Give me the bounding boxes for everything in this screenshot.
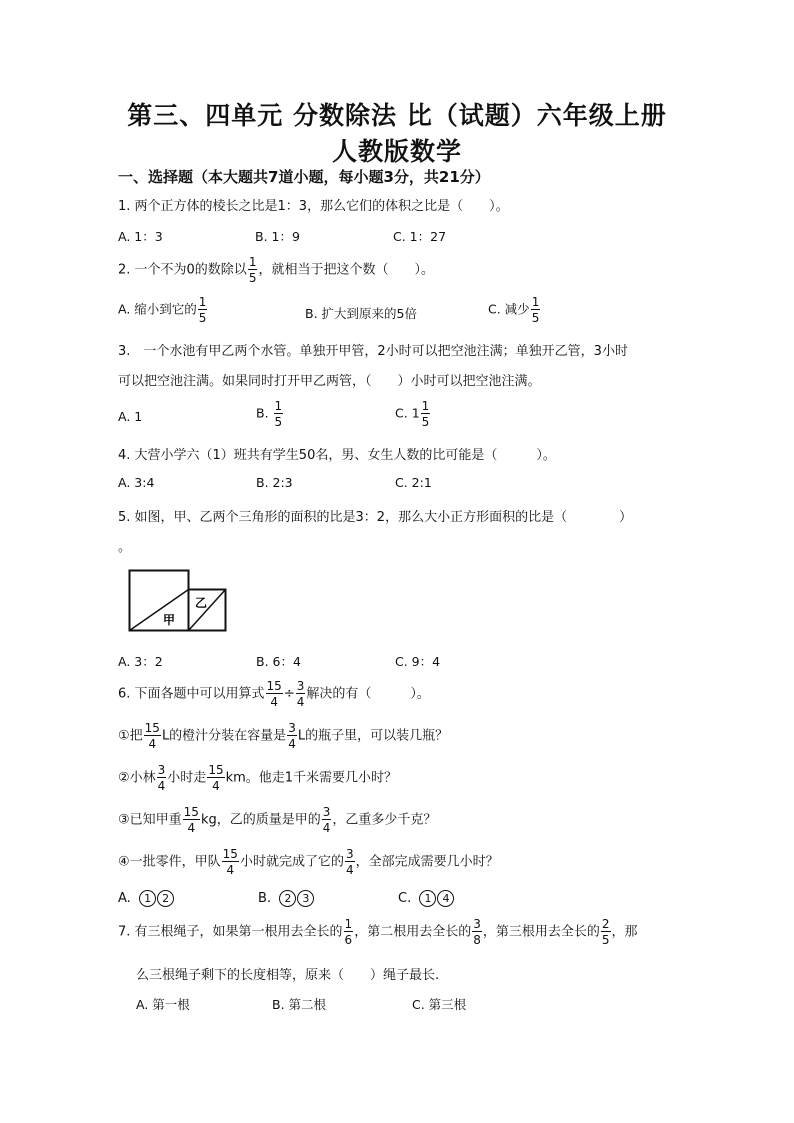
fraction: $\frac{1}{5}$	[274, 399, 283, 429]
q5-option-b: B. 6：4	[256, 654, 301, 669]
q3-option-a: A. 1	[118, 409, 143, 424]
fraction: $\frac{15}{4}$	[222, 847, 238, 877]
circled-number: 2	[279, 890, 296, 907]
fraction: $\frac{3}{4}$	[322, 805, 331, 835]
fraction: $\frac{15}{4}$	[208, 763, 224, 793]
q1-option-b: B. 1：9	[255, 229, 300, 244]
page-title: 第三、四单元 分数除法 比（试题）六年级上册	[127, 101, 667, 130]
q7-option-a: A. 第一根	[136, 997, 190, 1012]
question-1: 1. 两个正方体的棱长之比是1：3，那么它们的体积之比是（ ）。	[118, 199, 509, 214]
question-7: 7. 有三根绳子，如果第一根用去全长的 $\frac{1}{6}$ ，第二根用去全长的 $\frac{3}{8}$ ，第三根用去全长的 $\frac{2}{5}$ ，那	[118, 917, 638, 947]
q1-option-c: C. 1：27	[393, 229, 447, 244]
q6-statement-1: ①把 $\frac{15}{4}$ L的橙汁分装在容量是 $\frac{3}{4}$ L的瓶子里，可以装几瓶？	[118, 721, 449, 751]
fraction: $\frac{3}{4}$	[288, 721, 296, 751]
question-7-line-2: 么三根绳子剩下的长度相等，原来（ ）绳子最长.	[136, 968, 440, 983]
circled-number: 2	[157, 890, 174, 907]
question-3-line-1: 3. 一个水池有甲乙两个水管。单独开甲管，2小时可以把空池注满；单独开乙管，3小时	[118, 344, 628, 359]
q6-statement-3: ③已知甲重 $\frac{15}{4}$ kg，乙的质量是甲的 $\frac{3}{4}$ ，乙重多少千克？	[118, 805, 437, 835]
q5-option-a: A. 3：2	[118, 654, 163, 669]
fraction: $\frac{1}{5}$	[248, 255, 257, 285]
q2-option-c: C. 减少 $\frac{1}{5}$	[488, 295, 540, 325]
q7-option-b: B. 第二根	[272, 997, 327, 1012]
fraction: $\frac{2}{5}$	[601, 917, 610, 947]
fraction: $\frac{3}{4}$	[296, 679, 305, 709]
q6-option-b: B. 2 3	[258, 890, 315, 907]
q4-option-c: C. 2:1	[395, 475, 432, 490]
q2-option-a: A. 缩小到它的 $\frac{1}{5}$	[118, 295, 207, 325]
fraction: $\frac{1}{5}$	[421, 399, 430, 429]
fraction: $\frac{3}{4}$	[157, 763, 166, 793]
fraction: $\frac{15}{4}$	[144, 721, 160, 751]
page-subtitle: 人教版数学	[331, 137, 462, 166]
circled-number: 1	[139, 890, 156, 907]
diagonal-line	[130, 590, 189, 631]
q4-option-a: A. 3:4	[118, 475, 155, 490]
circled-number: 3	[297, 890, 314, 907]
large-square	[130, 571, 189, 631]
question-3-line-2: 可以把空池注满。如果同时打开甲乙两管，（ ）小时可以把空池注满。	[118, 374, 541, 389]
q5-option-c: C. 9：4	[395, 654, 441, 669]
q7-option-c: C. 第三根	[412, 997, 467, 1012]
q3-option-b: B. $\frac{1}{5}$	[256, 399, 283, 429]
fraction: $\frac{1}{5}$	[198, 295, 207, 325]
q1-option-a: A. 1：3	[118, 229, 163, 244]
fraction: $\frac{1}{5}$	[531, 295, 540, 325]
fraction: $\frac{15}{4}$	[183, 805, 199, 835]
fraction: $\frac{15}{4}$	[266, 679, 282, 709]
circled-number: 4	[437, 890, 454, 907]
label-yi: 乙	[195, 596, 208, 610]
q6-statement-2: ②小林 $\frac{3}{4}$ 小时走 $\frac{15}{4}$ km。他走1千米需要几小时？	[118, 763, 398, 793]
fraction: $\frac{1}{6}$	[344, 917, 353, 947]
q4-option-b: B. 2:3	[256, 475, 293, 490]
question-5-end: 。	[118, 540, 132, 555]
q6-statement-4: ④一批零件，甲队 $\frac{15}{4}$ 小时就完成了它的 $\frac{3}{4}$ ，全部完成需要几小时？	[118, 847, 499, 877]
question-4: 4. 大营小学六（1）班共有学生50名，男、女生人数的比可能是（ ）。	[118, 448, 556, 463]
section-heading: 一、选择题（本大题共7道小题，每小题3分，共21分）	[118, 168, 490, 186]
question-2: 2. 一个不为0的数除以 $\frac{1}{5}$ ，就相当于把这个数（ ）。	[118, 255, 434, 285]
q6-option-a: A. 1 2	[118, 890, 175, 907]
squares-figure	[127, 568, 229, 634]
question-6: 6. 下面各题中可以用算式 $\frac{15}{4}$ ÷ $\frac{3}{4}$ 解决的有（ ）。	[118, 679, 430, 709]
circled-number: 1	[419, 890, 436, 907]
q2-option-b: B. 扩大到原来的5倍	[305, 306, 417, 321]
q6-option-c: C. 1 4	[398, 890, 455, 907]
q3-option-c: C. 1 $\frac{1}{5}$	[395, 399, 430, 429]
fraction: $\frac{3}{4}$	[345, 847, 354, 877]
label-jia: 甲	[163, 613, 176, 627]
question-5: 5. 如图，甲、乙两个三角形的面积的比是3：2，那么大小正方形面积的比是（ ）	[118, 510, 633, 525]
fraction: $\frac{3}{8}$	[473, 917, 481, 947]
